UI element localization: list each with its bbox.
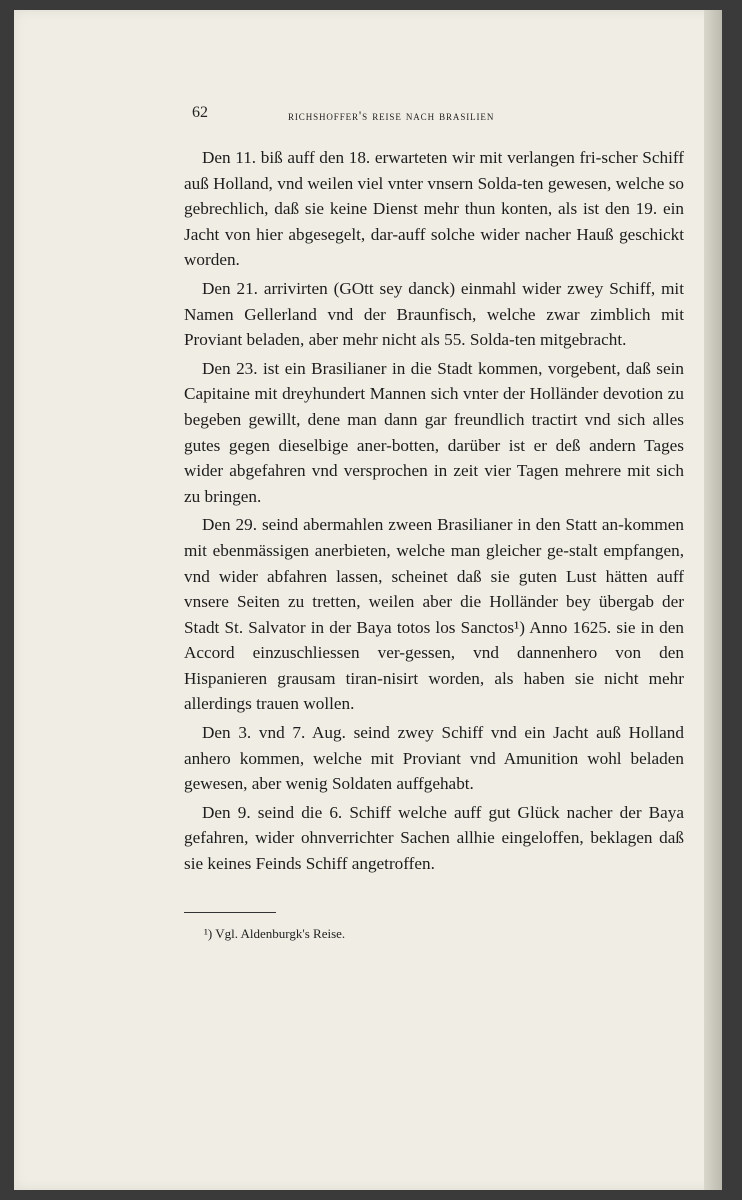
body-text	[184, 145, 684, 880]
footnote-rule	[184, 912, 276, 913]
running-title: richshoffer's reise nach brasilien	[288, 108, 495, 123]
footnote: ¹) Vgl. Aldenburgk's Reise.	[204, 926, 346, 941]
paragraph-4: Den 29. seind abermahlen zween Brasilianer in den Statt an-kommen mit ebenmässigen anerbieten, welche man gleicher ge-stalt empfangen, vnd wider abfahren lassen, scheinet daß sie guten Lust hätten auff vnsere Seiten zu tretten, weilen aber die Holländer bey übergab der Stadt St. Salvator in der Baya totos los Sanctos¹) Anno 1625. sie in den Accord einzuschliessen ver-gessen, vnd dannenhero von den Hispanieren grausam tiran-nisirt worden, als haben sie nicht mehr allerdings trauen wollen.	[184, 515, 684, 714]
page-number: 62	[192, 104, 208, 121]
page-edge	[704, 10, 722, 1190]
paragraph-2: Den 21. arrivirten (GOtt sey danck) einmahl wider zwey Schiff, mit Namen Gellerland vnd der Braunfisch, welche zwar zimblich mit Proviant beladen, aber mehr nicht als 55. Solda-ten mitgebracht.	[184, 278, 684, 350]
paragraph-1: Den 11. biß auff den 18. erwarteten wir mit verlangen fri-scher Schiff auß Holland, vnd weilen viel vnter vnsern Solda-ten gewesen, welche so gebrechlich, daß sie keine Dienst mehr thun konten, als ist den 19. ein Jacht von hier abgesegelt, dar-auff solche wider nacher Hauß geschickt worden.	[184, 148, 684, 270]
paragraph-6: Den 9. seind die 6. Schiff welche auff gut Glück nacher der Baya gefahren, wider ohnverrichter Sachen allhie eingeloffen, beklagen daß sie keines Feinds Schiff angetroffen.	[184, 802, 684, 874]
paragraph-5: Den 3. vnd 7. Aug. seind zwey Schiff vnd ein Jacht auß Holland anhero kommen, welche mit Proviant vnd Amunition wohl beladen gewesen, aber wenig Soldaten auffgehabt.	[184, 723, 684, 794]
paragraph-3: Den 23. ist ein Brasilianer in die Stadt kommen, vorgebent, daß sein Capitaine mit dreyhundert Mannen sich vnter der Holländer devotion zu begeben gewillt, dene man dann gar freundlich tractirt vnd sich alles gutes gegen dieselbige aner-botten, darüber ist er deß andern Tages wider abgefahren vnd versprochen in zeit vier Tagen mehrere mit sich zu bringen.	[184, 358, 684, 506]
